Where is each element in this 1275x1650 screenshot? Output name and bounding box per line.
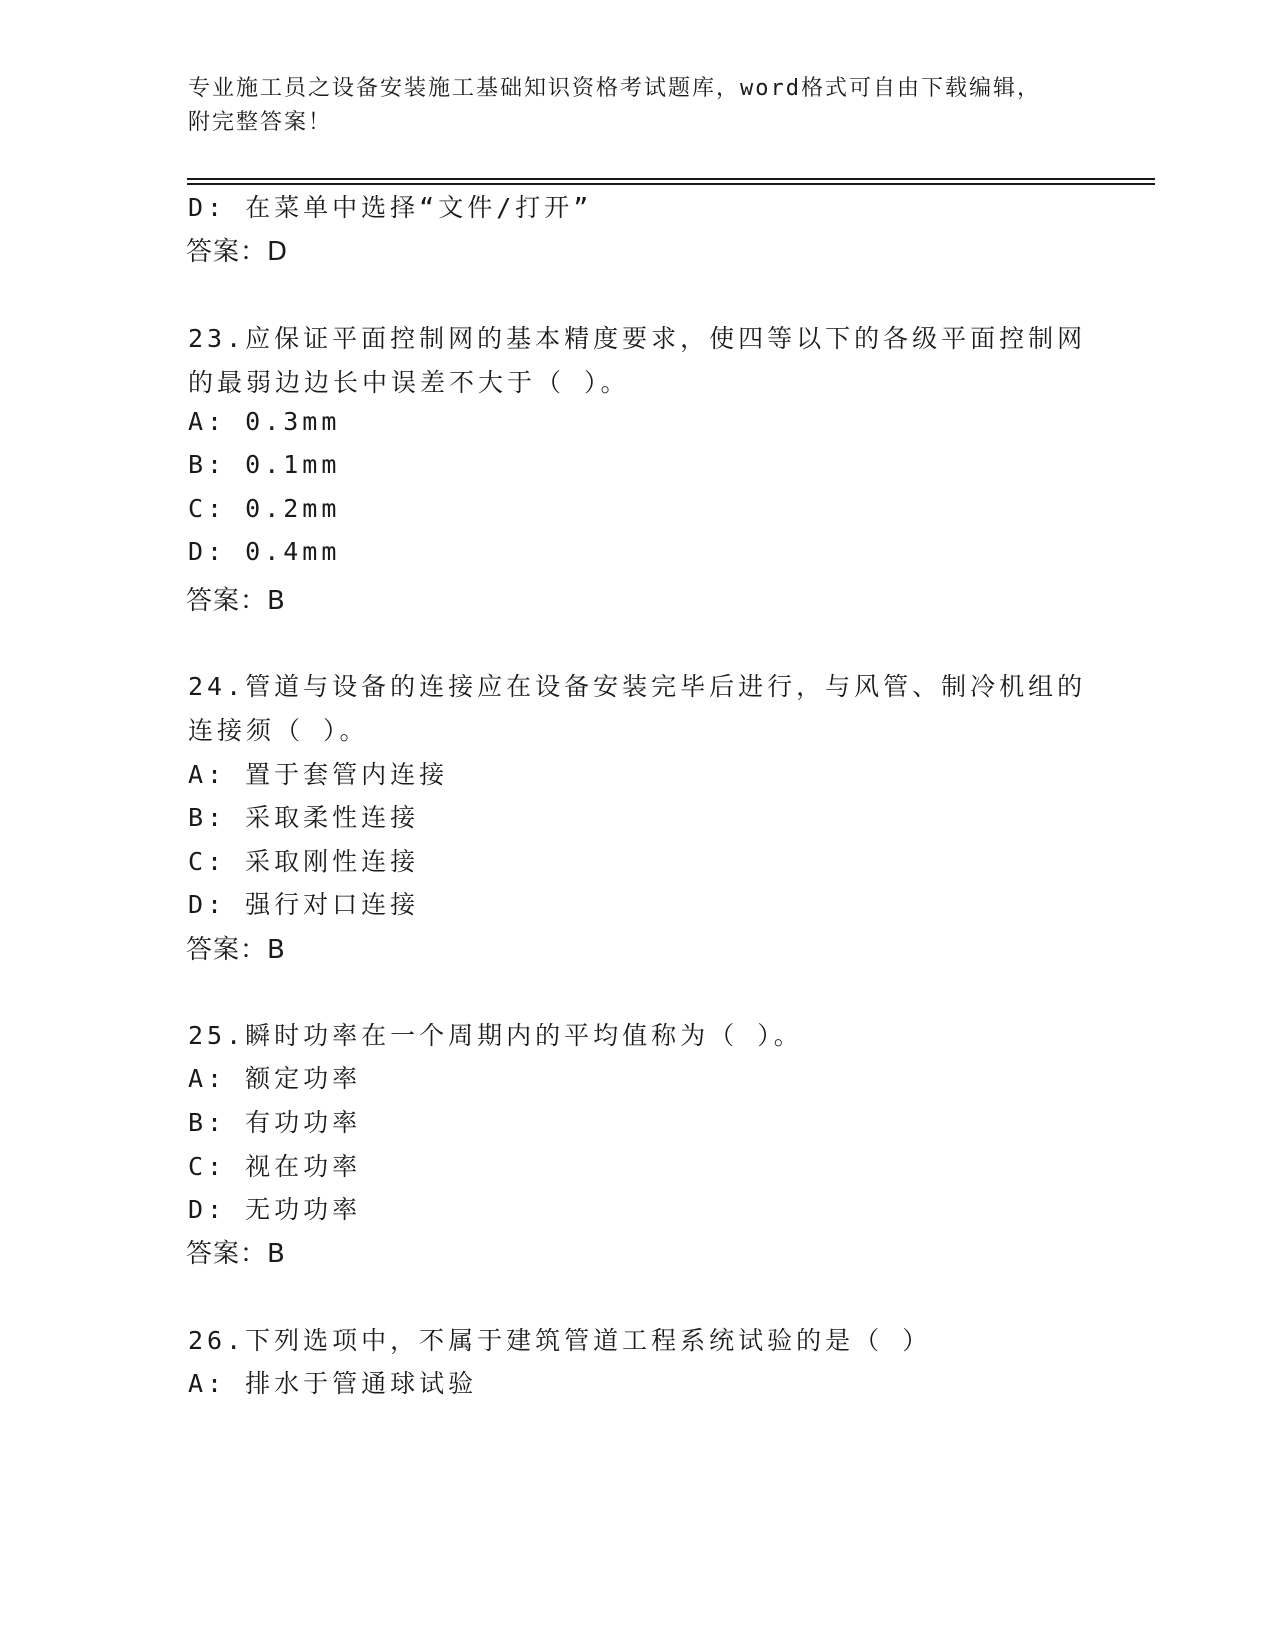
question-24-answer: 答案：B — [186, 935, 286, 965]
question-23-option-a: A: 0.3mm — [188, 407, 341, 436]
question-25-stem-line1: 25.瞬时功率在一个周期内的平均值称为（ ）。 — [188, 1021, 803, 1050]
question-23-option-c: C: 0.2mm — [188, 494, 341, 523]
prev-question-answer: 答案：D — [186, 237, 289, 267]
question-24-option-a: A: 置于套管内连接 — [188, 760, 449, 789]
question-24-option-c: C: 采取刚性连接 — [188, 847, 420, 876]
question-23-option-b: B: 0.1mm — [188, 450, 341, 479]
question-23-answer: 答案：B — [186, 586, 286, 616]
question-24-option-b: B: 采取柔性连接 — [188, 803, 420, 832]
header-divider-bottom — [187, 183, 1155, 185]
header-title-line1: 专业施工员之设备安装施工基础知识资格考试题库，word格式可自由下载编辑， — [188, 76, 1041, 101]
document-header — [188, 72, 1088, 140]
question-26-stem-line1: 26.下列选项中，不属于建筑管道工程系统试验的是（ ） — [188, 1326, 932, 1355]
prev-question-option-d: D: 在菜单中选择“文件/打开” — [188, 193, 593, 222]
question-23-option-d: D: 0.4mm — [188, 537, 341, 566]
header-divider-top — [187, 178, 1155, 180]
question-26-option-a: A: 排水于管通球试验 — [188, 1369, 478, 1398]
question-24-stem-line1: 24.管道与设备的连接应在设备安装完毕后进行，与风管、制冷机组的 — [188, 672, 1087, 701]
question-25-option-d: D: 无功功率 — [188, 1195, 362, 1224]
question-24-stem-line2: 连接须（ ）。 — [188, 716, 369, 745]
question-25-answer: 答案：B — [186, 1239, 286, 1269]
question-23-stem-line2: 的最弱边边长中误差不大于（ ）。 — [188, 368, 630, 397]
question-25-option-b: B: 有功功率 — [188, 1108, 362, 1137]
question-23-stem-line1: 23.应保证平面控制网的基本精度要求，使四等以下的各级平面控制网 — [188, 324, 1087, 353]
question-25-option-a: A: 额定功率 — [188, 1064, 362, 1093]
question-24-option-d: D: 强行对口连接 — [188, 890, 420, 919]
question-25-option-c: C: 视在功率 — [188, 1152, 362, 1181]
header-title-line2: 附完整答案！ — [188, 110, 333, 135]
